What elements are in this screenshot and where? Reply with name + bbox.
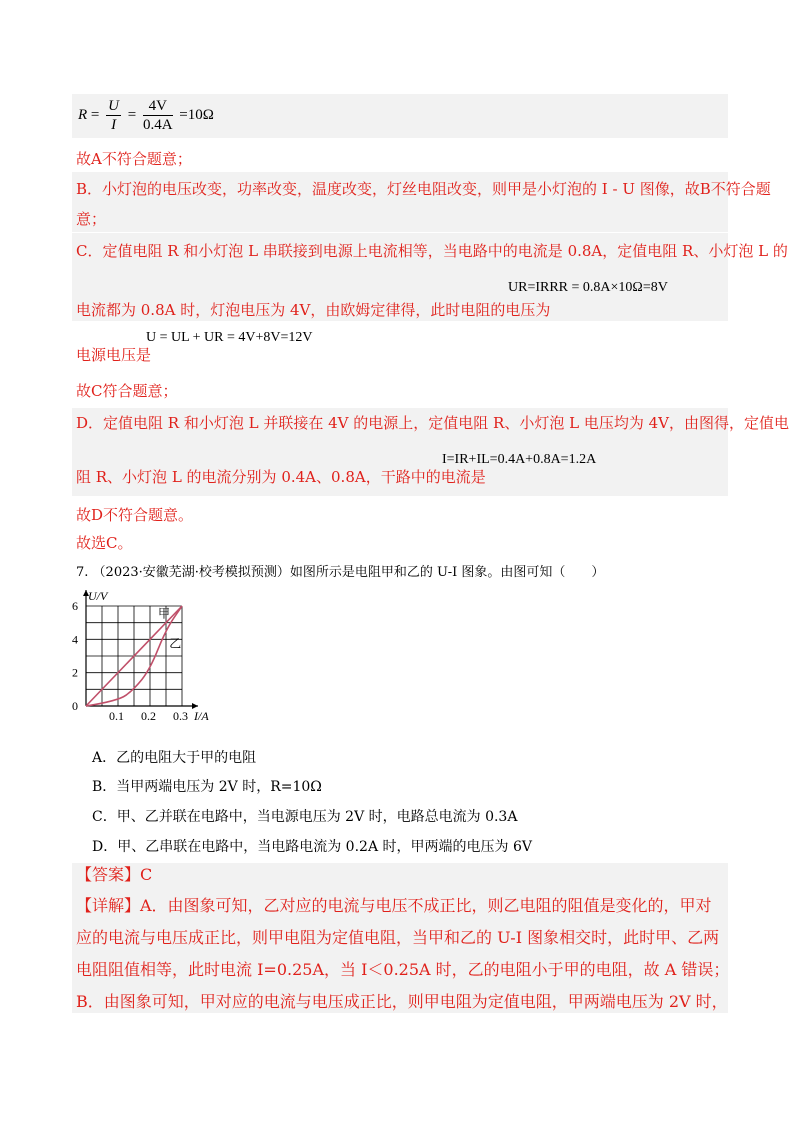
c-formula-u: U = UL + UR = 4V+8V=12V xyxy=(146,330,313,345)
question-7-header xyxy=(76,562,604,584)
final-choice: 故选C。 xyxy=(76,534,133,552)
x-tick-label: 0.3 xyxy=(173,709,188,723)
c-conclusion: 故C符合题意； xyxy=(76,382,178,400)
y-tick-label: 6 xyxy=(72,599,78,613)
c-formula-ur: UR=IRRR = 0.8A×10Ω=8V xyxy=(508,280,668,295)
answer-detail-line1: 【详解】A．由图象可知，乙对应的电流与电压不成正比，则乙电阻的阻值是变化的，甲对 xyxy=(76,896,712,915)
formula-r xyxy=(78,97,214,134)
series-label-yi: 乙 xyxy=(169,636,182,651)
fraction-num-u: U xyxy=(108,98,119,114)
b-explain-line2: 意； xyxy=(76,210,107,228)
x-tick-label: 0.1 xyxy=(109,709,124,723)
formula-r-lhs: R xyxy=(78,106,88,123)
eq-sign-2: = xyxy=(127,106,137,123)
x-axis-label: I/A xyxy=(194,709,209,723)
fraction-num-4v: 4V xyxy=(143,97,173,116)
d-conclusion: 故D不符合题意。 xyxy=(76,506,194,524)
d-explain-line1: D．定值电阻 R 和小灯泡 L 并联接在 4V 的电源上，定值电阻 R、小灯泡 L 电压均为 4V，由图得，定值电 xyxy=(76,414,789,432)
question-source: （2023·安徽芜湖·校考模拟预测） xyxy=(92,565,290,580)
answer-label: 【答案】C xyxy=(76,865,153,884)
fraction-u-over-i xyxy=(106,97,121,134)
eq-sign-1: = xyxy=(90,106,100,123)
question-stem: 如图所示是电阻甲和乙的 U-I 图象。由图可知（ ） xyxy=(289,565,605,580)
option-a: A．乙的电阻大于甲的电阻 xyxy=(92,750,257,766)
answer-detail-line3: 电阻阻值相等，此时电流 I=0.25A，当 I＜0.25A 时，乙的电阻小于甲的电阻，故 A 错误； xyxy=(76,960,730,979)
a-conclusion: 故A不符合题意； xyxy=(76,150,192,168)
question-number: 7. xyxy=(76,565,89,580)
ui-graph xyxy=(64,588,234,728)
b-explain-line1: B．小灯泡的电压改变，功率改变，温度改变，灯丝电阻改变，则甲是小灯泡的 I - U 图像，故B不符合题 xyxy=(76,180,771,198)
option-c: C．甲、乙并联在电路中，当电源电压为 2V 时，电路总电流为 0.3A xyxy=(92,809,518,825)
fraction-den-i: I xyxy=(111,117,117,133)
c-explain-line2: 电流都为 0.8A 时，灯泡电压为 4V，由欧姆定律得，此时电阻的电压为 xyxy=(76,301,551,319)
answer-detail-line4: B．由图象可知，甲对应的电流与电压成正比，则甲电阻为定值电阻，甲两端电压为 2V 时， xyxy=(76,992,728,1011)
fraction-den-04a: 0.4A xyxy=(142,117,173,133)
x-tick-label: 0.2 xyxy=(141,709,156,723)
c-explain-line3: 电源电压是 xyxy=(76,346,152,364)
option-b: B．当甲两端电压为 2V 时，R=10Ω xyxy=(92,779,322,795)
option-d: D．甲、乙串联在电路中，当电路电流为 0.2A 时，甲两端的电压为 6V xyxy=(92,839,532,855)
y-tick-label: 4 xyxy=(72,632,78,647)
y-tick-label: 2 xyxy=(72,665,78,680)
origin-label: 0 xyxy=(72,699,78,713)
formula-r-result: =10Ω xyxy=(179,106,214,123)
c-explain-line1: C．定值电阻 R 和小灯泡 L 串联接到电源上电流相等，当电路中的电流是 0.8A，定值电阻 R、小灯泡 L 的 xyxy=(76,242,788,260)
d-formula-i: I=IR+IL=0.4A+0.8A=1.2A xyxy=(442,452,597,467)
answer-detail-line2: 应的电流与电压成正比，则甲电阻为定值电阻，当甲和乙的 U-I 图象相交时，此时甲、乙两 xyxy=(76,928,720,947)
fraction-4v-over-04a xyxy=(143,97,173,134)
y-axis-label: U/V xyxy=(88,589,108,603)
d-explain-line2: 阻 R、小灯泡 L 的电流分别为 0.4A、0.8A，干路中的电流是 xyxy=(76,468,486,486)
series-label-jia: 甲 xyxy=(158,606,171,621)
